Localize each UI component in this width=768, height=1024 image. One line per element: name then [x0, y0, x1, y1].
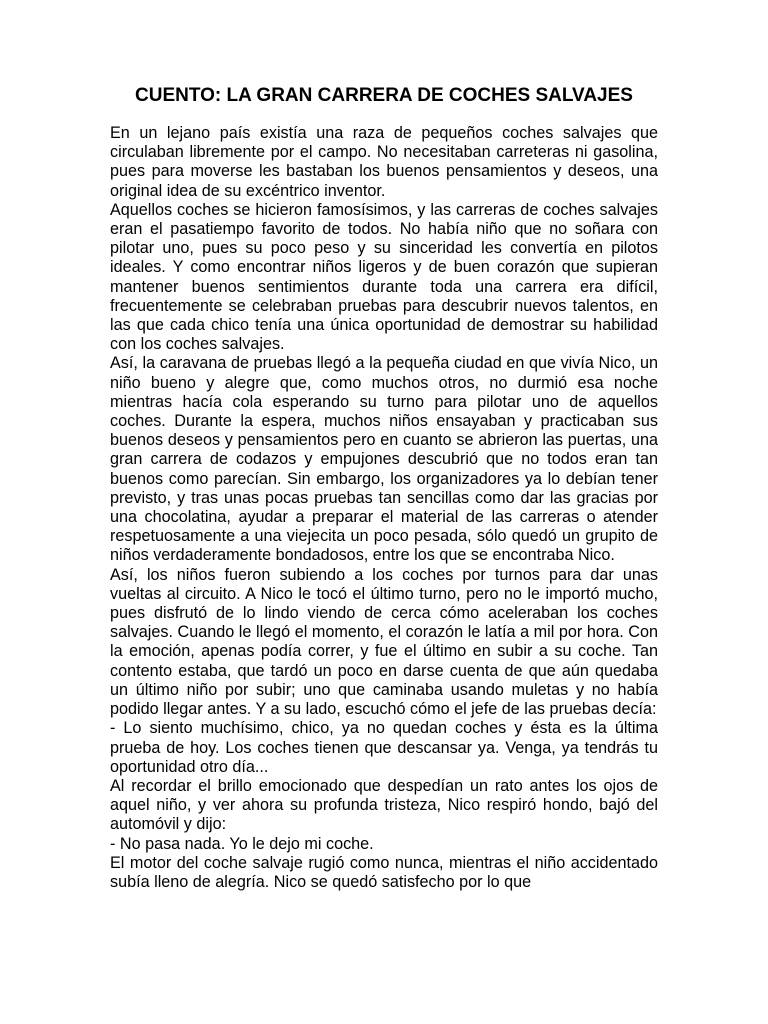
paragraph-6: Al recordar el brillo emocionado que despedían un rato antes los ojos de aquel niño, y ver ahora su profunda tristeza, Nico respiró hondo, bajó del automóvil y dijo:	[110, 776, 658, 834]
paragraph-8: El motor del coche salvaje rugió como nunca, mientras el niño accidentado subía lleno de alegría. Nico se quedó satisfecho por lo que	[110, 853, 658, 891]
paragraph-4: Así, los niños fueron subiendo a los coches por turnos para dar unas vueltas al circuito. A Nico le tocó el último turno, pero no le importó mucho, pues disfrutó de lo lindo viendo de cerca cómo aceleraban los coches salvajes. Cuando le llegó el momento, el corazón le latía a mil por hora. Con la emoción, apenas podía correr, y fue el último en subir a su coche. Tan contento estaba, que tardó un poco en darse cuenta de que aún quedaba un último niño por subir; uno que caminaba usando muletas y no había podido llegar antes. Y a su lado, escuchó cómo el jefe de las pruebas decía:	[110, 565, 658, 719]
paragraph-5-dialogue: - Lo siento muchísimo, chico, ya no quedan coches y ésta es la última prueba de hoy. Los coches tienen que descansar ya. Venga, ya tendrás tu oportunidad otro día...	[110, 719, 658, 776]
story-title: CUENTO: LA GRAN CARRERA DE COCHES SALVAJES	[135, 85, 633, 106]
story-body	[110, 124, 658, 892]
paragraph-1: En un lejano país existía una raza de pequeños coches salvajes que circulaban libremente por el campo. No necesitaban carreteras ni gasolina, pues para moverse les bastaban los buenos pensamientos y deseos, una original idea de su excéntrico inventor.	[110, 124, 658, 200]
paragraph-7-dialogue: - No pasa nada. Yo le dejo mi coche.	[110, 834, 374, 853]
paragraph-3: Así, la caravana de pruebas llegó a la pequeña ciudad en que vivía Nico, un niño bueno y alegre que, como muchos otros, no durmió esa noche mientras hacía cola esperando su turno para pilotar uno de aquellos coches. Durante la espera, muchos niños ensayaban y practicaban sus buenos deseos y pensamientos pero en cuanto se abrieron las puertas, una gran carrera de codazos y empujones descubrió que no todos eran tan buenos como parecían. Sin embargo, los organizadores ya lo debían tener previsto, y tras unas pocas pruebas tan sencillas como dar las gracias por una chocolatina, ayudar a preparar el material de las carreras o atender respetuosamente a una viejecita un poco pesada, sólo quedó un grupito de niños verdaderamente bondadosos, entre los que se encontraba Nico.	[110, 354, 658, 565]
paragraph-2: Aquellos coches se hicieron famosísimos, y las carreras de coches salvajes eran el pasatiempo favorito de todos. No había niño que no soñara con pilotar uno, pues su poco peso y su sinceridad les convertía en pilotos ideales. Y como encontrar niños ligeros y de buen corazón que supieran mantener buenos sentimientos durante toda una carrera era difícil, frecuentemente se celebraban pruebas para descubrir nuevos talentos, en las que cada chico tenía una única oportunidad de demostrar su habilidad con los coches salvajes.	[110, 200, 658, 354]
